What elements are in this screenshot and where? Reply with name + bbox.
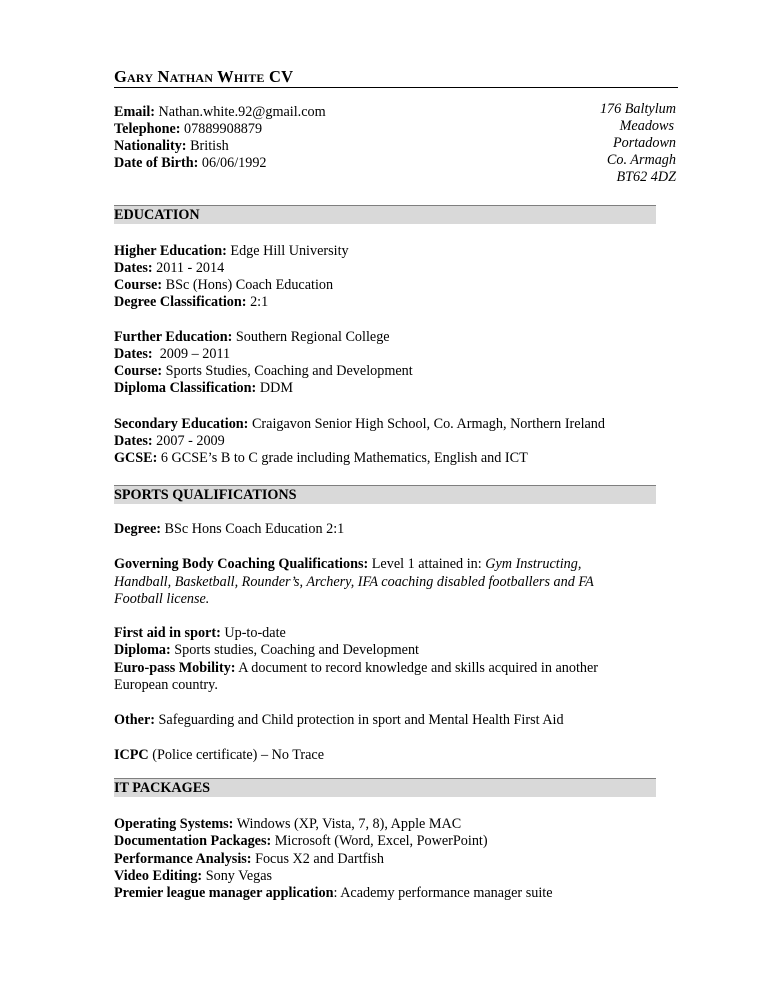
address-line: 176 Baltylum	[599, 101, 676, 117]
governing-body-list: Handball, Basketball, Rounder’s, Archery, IFA coaching disabled footballers and FA	[114, 574, 594, 590]
secondary-education-line: Secondary Education: Craigavon Senior High School, Co. Armagh, Northern Ireland	[114, 416, 605, 432]
it-heading: IT PACKAGES	[114, 778, 656, 797]
icpc-line: ICPC (Police certificate) – No Trace	[114, 747, 324, 763]
higher-education-line: Higher Education: Edge Hill University	[114, 243, 349, 259]
first-aid-line: First aid in sport: Up-to-date	[114, 625, 286, 641]
address-line: Co. Armagh	[606, 152, 676, 168]
address-line: Meadows	[619, 118, 674, 134]
premier-league-line: Premier league manager application: Academy performance manager suite	[114, 885, 553, 901]
education-heading: EDUCATION	[114, 205, 656, 224]
he-class-line: Degree Classification: 2:1	[114, 294, 269, 310]
documentation-line: Documentation Packages: Microsoft (Word, Excel, PowerPoint)	[114, 833, 488, 849]
address-line: Portadown	[612, 135, 676, 151]
nationality-line: Nationality: British	[114, 138, 229, 154]
sports-heading: SPORTS QUALIFICATIONS	[114, 485, 656, 504]
he-dates-line: Dates: 2011 - 2014	[114, 260, 225, 276]
cv-title: Gary Nathan White CV	[114, 68, 678, 88]
se-dates-line: Dates: 2007 - 2009	[114, 433, 225, 449]
fe-class-line: Diploma Classification: DDM	[114, 380, 293, 396]
email-line: Email: Nathan.white.92@gmail.com	[114, 104, 326, 120]
performance-analysis-line: Performance Analysis: Focus X2 and Dartfish	[114, 851, 384, 867]
europass-line: Euro-pass Mobility: A document to record knowledge and skills acquired in another	[114, 660, 599, 676]
europass-line-2: European country.	[114, 677, 218, 693]
fe-course-line: Course: Sports Studies, Coaching and Development	[114, 363, 413, 379]
diploma-line: Diploma: Sports studies, Coaching and Development	[114, 642, 419, 658]
address-line: BT62 4DZ	[616, 169, 676, 185]
governing-body-list: Football license.	[114, 591, 210, 607]
degree-line: Degree: BSc Hons Coach Education 2:1	[114, 521, 345, 537]
dob-line: Date of Birth: 06/06/1992	[114, 155, 267, 171]
fe-dates-line: Dates: 2009 – 2011	[114, 346, 231, 362]
os-line: Operating Systems: Windows (XP, Vista, 7, 8), Apple MAC	[114, 816, 462, 832]
phone-line: Telephone: 07889908879	[114, 121, 263, 137]
governing-body-line: Governing Body Coaching Qualifications: Level 1 attained in: Gym Instructing,	[114, 556, 582, 572]
video-editing-line: Video Editing: Sony Vegas	[114, 868, 273, 884]
he-course-line: Course: BSc (Hons) Coach Education	[114, 277, 334, 293]
other-line: Other: Safeguarding and Child protection in sport and Mental Health First Aid	[114, 712, 564, 728]
gcse-line: GCSE: 6 GCSE’s B to C grade including Mathematics, English and ICT	[114, 450, 528, 466]
further-education-line: Further Education: Southern Regional College	[114, 329, 390, 345]
